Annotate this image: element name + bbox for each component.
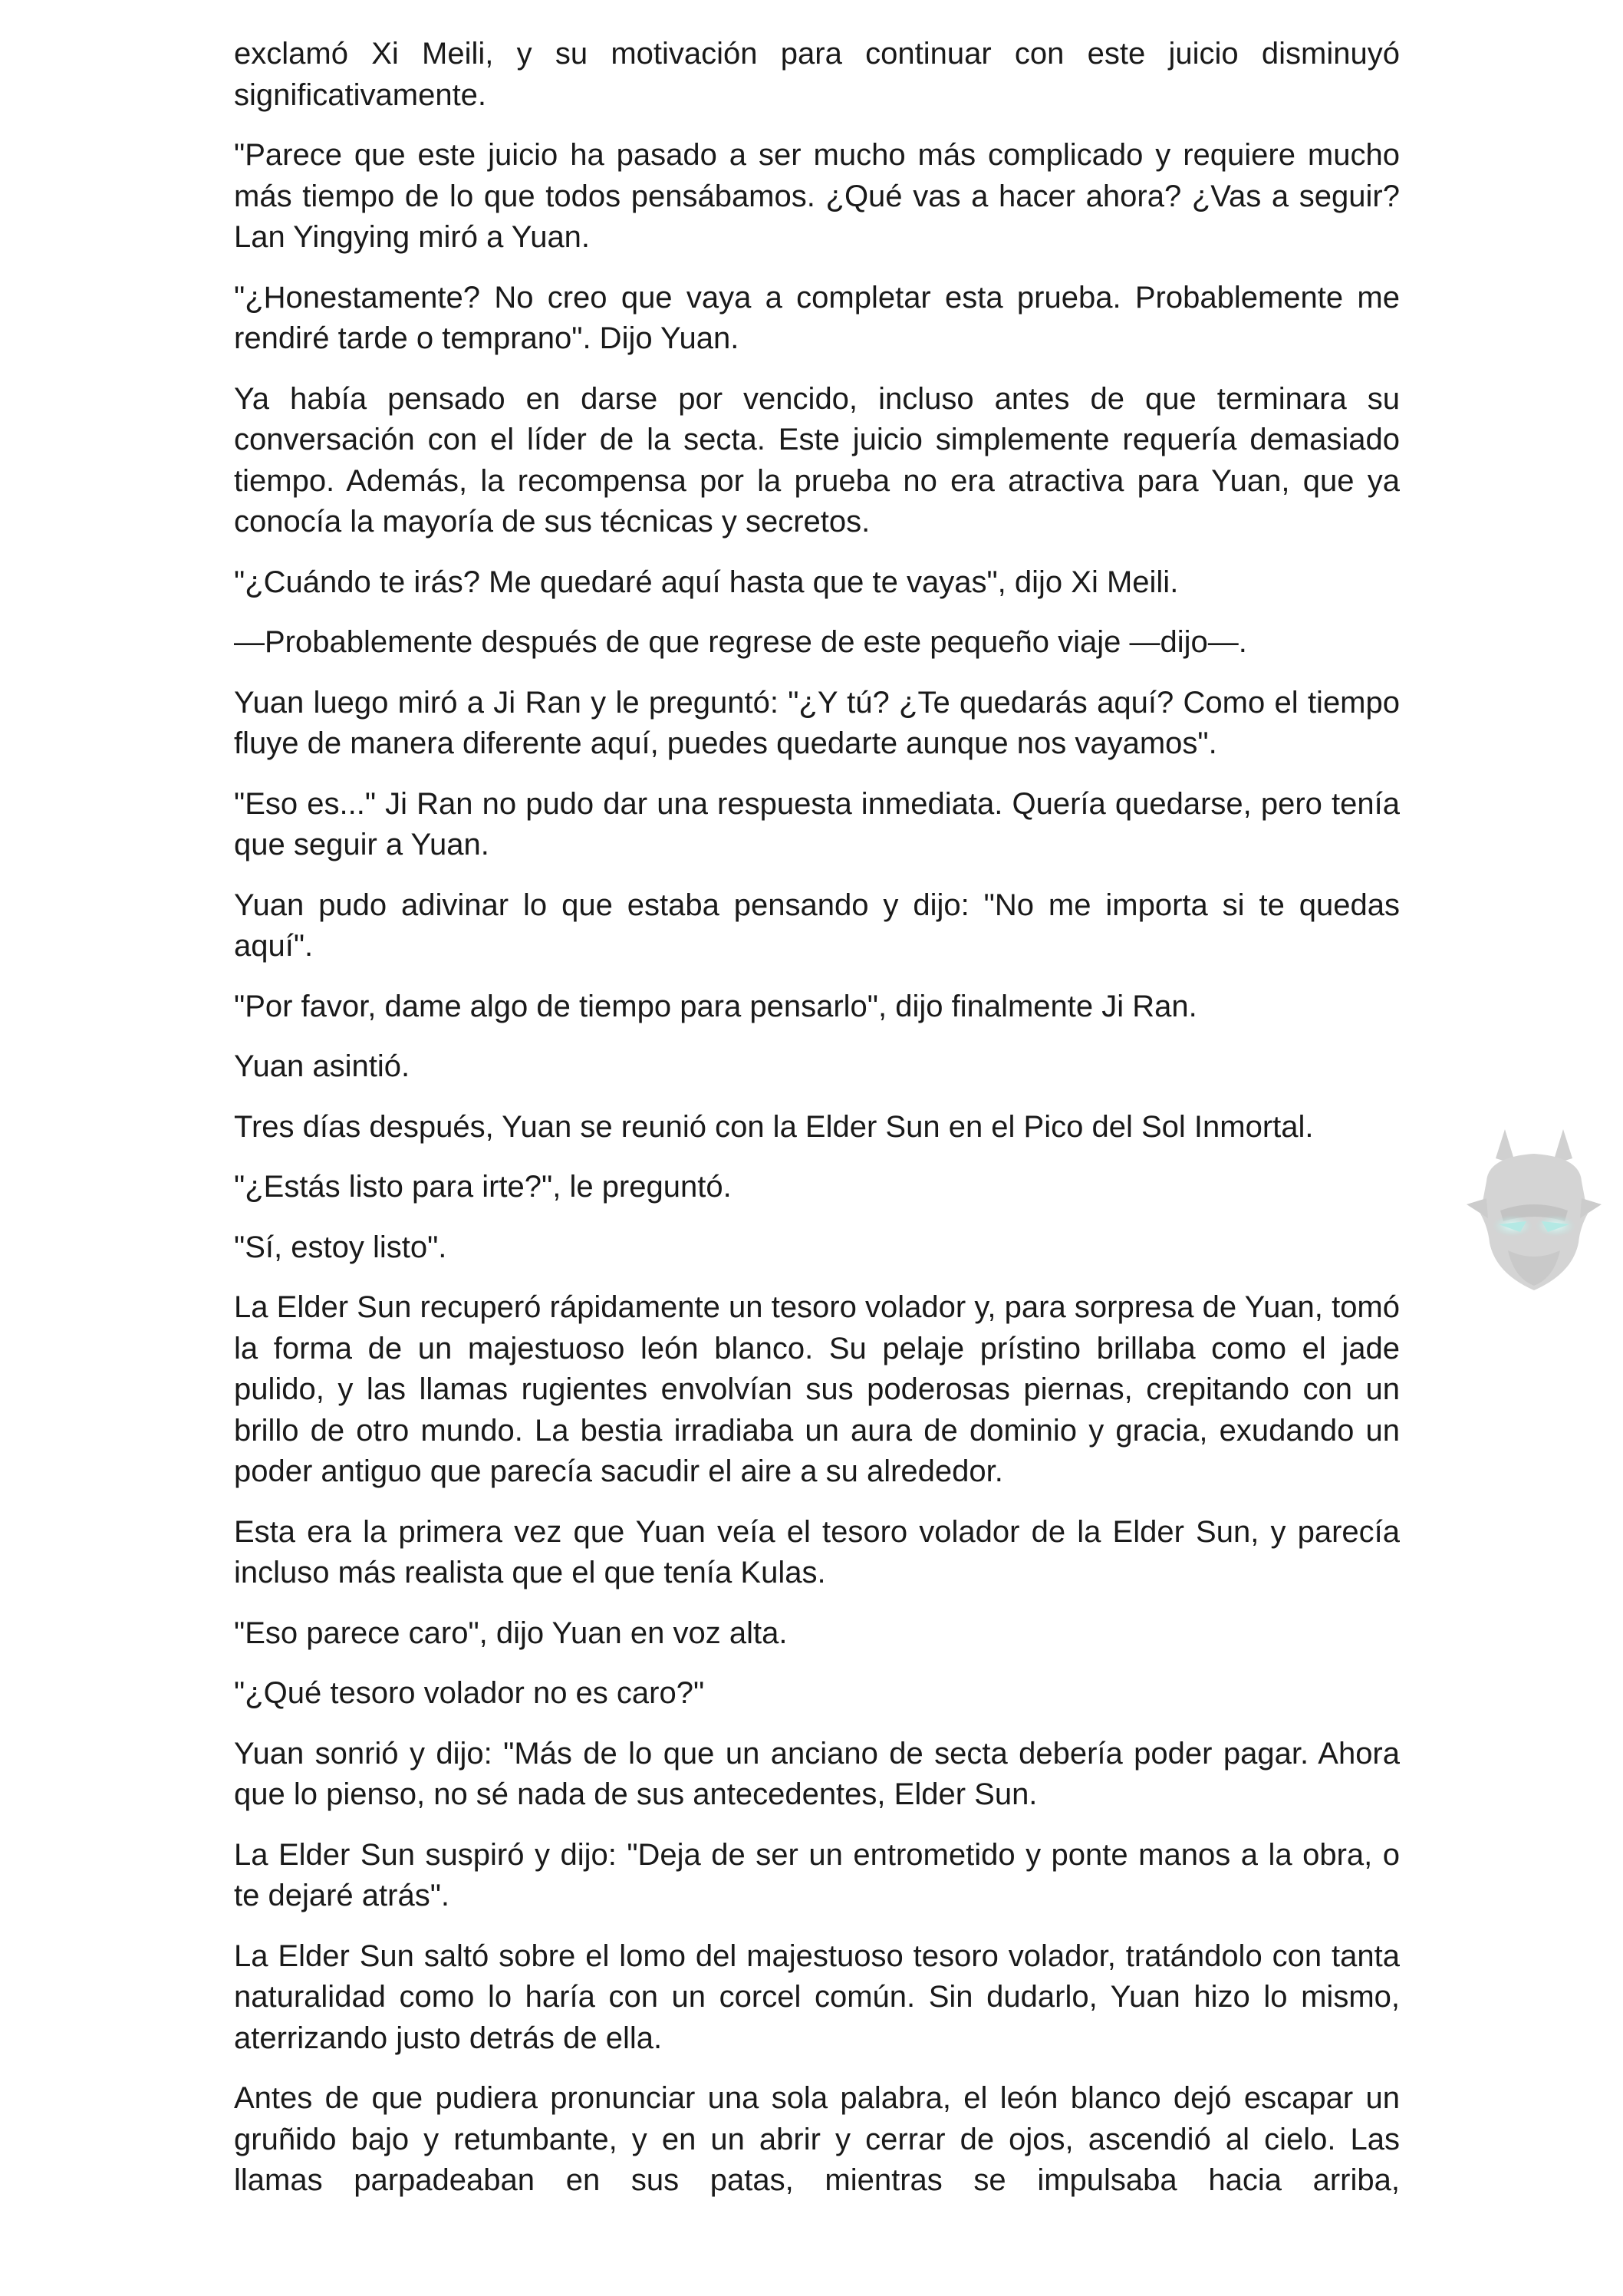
paragraph-8: "Eso es..." Ji Ran no pudo dar una respuesta inmediata. Quería quedarse, pero tenía que seguir a Yuan. (234, 786, 1400, 861)
paragraph-19: Yuan sonrió y dijo: "Más de lo que un anciano de secta debería poder pagar. Ahora que lo pienso, no sé nada de sus antecedentes, Elder Sun. (234, 1736, 1400, 1811)
paragraph-12: Tres días después, Yuan se reunió con la Elder Sun en el Pico del Sol Inmortal. (234, 1109, 1314, 1144)
paragraph-21: La Elder Sun saltó sobre el lomo del majestuoso tesoro volador, tratándolo con tanta naturalidad como lo haría con un corcel común. Sin dudarlo, Yuan hizo lo mismo, aterrizando justo detrás de ella. (234, 1939, 1400, 2055)
paragraph-11: Yuan asintió. (234, 1049, 410, 1083)
paragraph-6: —Probablemente después de que regrese de este pequeño viaje —dijo—. (234, 625, 1247, 659)
paragraph-17: "Eso parece caro", dijo Yuan en voz alta. (234, 1616, 788, 1650)
document-page (234, 34, 1400, 2221)
paragraph-18: "¿Qué tesoro volador no es caro?" (234, 1676, 705, 1710)
paragraph-3: "¿Honestamente? No creo que vaya a completar esta prueba. Probablemente me rendiré tarde o temprano". Dijo Yuan. (234, 280, 1400, 355)
paragraph-10: "Por favor, dame algo de tiempo para pensarlo", dijo finalmente Ji Ran. (234, 989, 1197, 1023)
paragraph-16: Esta era la primera vez que Yuan veía el tesoro volador de la Elder Sun, y parecía incluso más realista que el que tenía Kulas. (234, 1514, 1400, 1589)
paragraph-22: Antes de que pudiera pronunciar una sola palabra, el león blanco dejó escapar un gruñido bajo y retumbante, y en un abrir y cerrar de ojos, ascendió al cielo. Las llamas parpadeaban en sus patas, mientras se impulsaba hacia arriba, (234, 2081, 1400, 2197)
paragraph-15: La Elder Sun recuperó rápidamente un tesoro volador y, para sorpresa de Yuan, tomó la forma de un majestuoso león blanco. Su pelaje prístino brillaba como el jade pulido, y las llamas rugientes envolvían sus poderosas piernas, crepitando con un brillo de otro mundo. La bestia irradiaba un aura de dominio y gracia, exudando un poder antiguo que parecía sacudir el aire a su alrededor. (234, 1290, 1400, 1488)
paragraph-7: Yuan luego miró a Ji Ran y le preguntó: "¿Y tú? ¿Te quedarás aquí? Como el tiempo fluye de manera diferente aquí, puedes quedarte aunque nos vayamos". (234, 685, 1400, 760)
paragraph-9: Yuan pudo adivinar lo que estaba pensando y dijo: "No me importa si te quedas aquí". (234, 888, 1400, 963)
paragraph-13: "¿Estás listo para irte?", le preguntó. (234, 1170, 732, 1204)
paragraph-4: Ya había pensado en darse por vencido, incluso antes de que terminara su conversación con el líder de la secta. Este juicio simplemente requería demasiado tiempo. Además, la recompensa por la prueba no era atractiva para Yuan, que ya conocía la mayoría de sus técnicas y secretos. (234, 381, 1400, 539)
paragraph-20: La Elder Sun suspiró y dijo: "Deja de ser un entrometido y ponte manos a la obra, o te dejaré atrás". (234, 1837, 1400, 1912)
paragraph-5: "¿Cuándo te irás? Me quedaré aquí hasta que te vayas", dijo Xi Meili. (234, 565, 1179, 599)
paragraph-2: "Parece que este juicio ha pasado a ser mucho más complicado y requiere mucho más tiempo de lo que todos pensábamos. ¿Qué vas a hacer ahora? ¿Vas a seguir? Lan Yingying miró a Yuan. (234, 138, 1400, 254)
paragraph-1: exclamó Xi Meili, y su motivación para continuar con este juicio disminuyó significativamente. (234, 37, 1400, 112)
paragraph-14: "Sí, estoy listo". (234, 1230, 447, 1264)
demon-head-icon (1465, 1128, 1603, 1296)
